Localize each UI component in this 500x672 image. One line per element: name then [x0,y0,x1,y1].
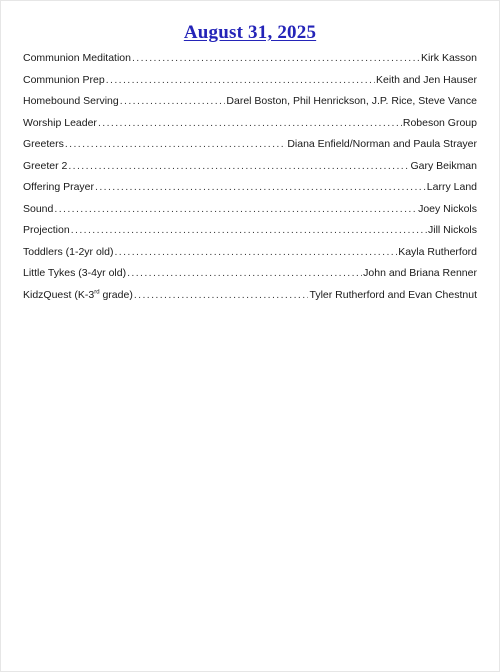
dot-leader [54,203,417,215]
ordinal-superscript: rd [94,289,100,295]
schedule-row-communion-prep [23,74,477,96]
assignee-name: Joey Nickols [418,202,477,215]
assignee-name: Gary Beikman [410,159,477,172]
assignee-name: John and Briana Renner [363,267,477,279]
schedule-row-worship-leader [23,117,477,139]
role-label: Sound [23,202,54,215]
schedule-row-kidzquest [23,289,477,311]
role-label-suffix: grade) [99,288,133,301]
role-label: Little Tykes (3-4yr old) [23,267,127,279]
schedule-row-greeters [23,138,477,160]
dot-leader [98,117,402,129]
dot-leader [134,289,309,301]
dot-leader [132,52,420,64]
role-label: Greeters [23,138,64,150]
assignee-name: Darel Boston, Phil Henrickson, J.P. Rice, Steve Vance [226,95,477,107]
schedule-row-offering-prayer [23,181,477,203]
assignee-name: Keith and Jen Hauser [376,73,477,86]
assignee-name: Tyler Rutherford and Evan Chestnut [309,288,477,301]
role-label: Worship Leader [23,116,97,129]
dot-leader [106,74,375,86]
role-label: Homebound Serving [23,95,119,107]
role-label-prefix: KidzQuest (K-3 [23,288,95,301]
schedule-row-little-tykes [23,267,477,289]
assignee-name: Robeson Group [402,116,477,129]
role-label: Communion Prep [23,73,105,86]
schedule-row-greeter-2 [23,160,477,182]
role-label: Greeter 2 [23,159,68,172]
dot-leader [68,160,409,172]
assignee-name: Larry Land [426,181,477,193]
dot-leader [120,95,226,107]
role-label: Communion Meditation [23,52,131,64]
schedule-row-toddlers [23,246,477,268]
assignee-name: Diana Enfield/Norman and Paula Strayer [287,138,477,150]
assignee-name: Jill Nickols [427,224,477,236]
assignee-name: Kirk Kasson [420,52,477,64]
role-label: Toddlers (1-2yr old) [23,245,114,258]
dot-leader [71,224,427,236]
schedule-row-communion-meditation [23,52,477,74]
schedule-row-projection [23,224,477,246]
dot-leader [65,138,286,150]
role-label: Offering Prayer [23,181,95,193]
role-label: Projection [23,224,70,236]
dot-leader [127,267,362,279]
schedule-row-sound [23,203,477,225]
page-title: August 31, 2025 [183,22,317,43]
dot-leader [95,181,426,193]
assignee-name: Kayla Rutherford [398,245,477,258]
schedule-row-homebound-serving [23,95,477,117]
dot-leader [114,246,397,258]
role-label [23,289,133,301]
volunteer-schedule-list [23,52,477,310]
